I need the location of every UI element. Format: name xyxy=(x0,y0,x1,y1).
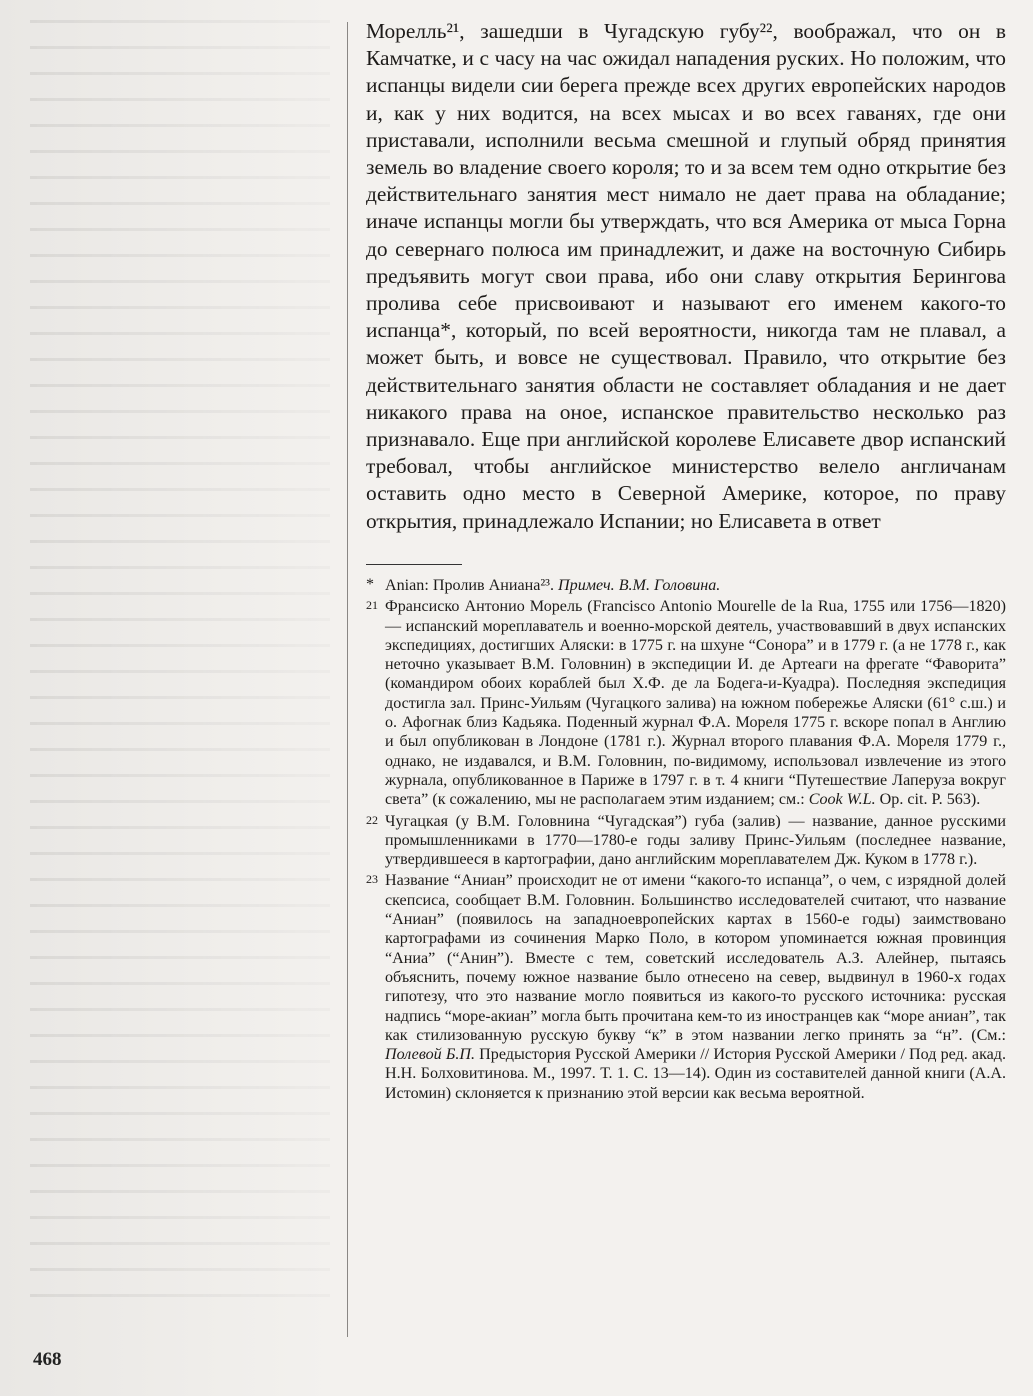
footnote-21 xyxy=(366,597,1006,809)
footnote-mark: 23 xyxy=(366,872,378,887)
facing-page-bleed xyxy=(30,20,330,1320)
footnote-tail: Op. cit. P. 563). xyxy=(875,791,981,809)
footnote-mark: * xyxy=(366,576,374,593)
footnote-text: Название “Аниан” происходит не от имени “какого-то испанца”, о чем, с изрядной долей скепсиса, сообщает В.М. Головнин. Большинство исследователей считают, что название “Аниан” (появилось на западноевропейских картах в 1560-е годы) заимствовано картографами из сочинения Марко Поло, в котором упоминается южная провинция “Аниа” (“Анин”). Вместе с тем, советский исследователь А.З. Алейнер, пытаясь объяснить, почему южное название было отнесено на север, выдвинул в 1960-х годах гипотезу, что это название могло появиться из какого-то русского источника: русская надпись “море-акиан” могла быть прочитана кем-то из иностранцев как “море аниан”, так как стилизованную русскую букву “к” в этом названии легко принять за “н”. (См.: xyxy=(385,872,1006,1044)
footnote-23 xyxy=(366,871,1006,1103)
footnote-italic: Cook W.L. xyxy=(808,791,876,809)
page-number: 468 xyxy=(33,1349,62,1370)
footnote-separator xyxy=(366,564,462,565)
footnote-tail: Предыстория Русской Америки // История Русской Америки / Под ред. акад. Н.Н. Болховитинова. М., 1997. Т. 1. С. 13—14). Один из составителей данной книги (А.А. Истомин) склоняется к признанию этой версии как весьма вероятной. xyxy=(385,1046,1007,1102)
footnote-italic: Полевой Б.П. xyxy=(385,1046,476,1064)
footnote-text: Чугацкая (у В.М. Головнина “Чугадская”) губа (залив) — название, данное русскими промышленниками в 1770—1780-е годы заливу Принс-Уильям (последнее название, утвердившееся в картографии, дано английским мореплавателем Дж. Куком в 1778 г.). xyxy=(385,812,1006,869)
footnote-italic: Примеч. В.М. Головина. xyxy=(558,577,721,594)
footnote-text: Anian: Пролив Аниана²³. xyxy=(385,577,559,594)
main-text-block xyxy=(366,18,1006,535)
footnote-mark: 22 xyxy=(366,812,378,827)
footnotes-block xyxy=(366,576,1006,1105)
column-rule xyxy=(347,22,348,1337)
footnote-mark: 21 xyxy=(366,598,378,613)
footnote-text: Франсиско Антонио Морель (Francisco Antonio Mourelle de la Rua, 1755 или 1756—1820) — испанский мореплаватель и военно-морской деятель, участвовавший в двух испанских экспедициях, достигших Аляски: в 1775 г. на шхуне “Сонора” и в 1779 г. (а не 1778 г., как неточно указывает В.М. Головнин) в экспедиции И. де Артеаги на фрегате “Фаворита” (командиром обоих кораблей был Х.Ф. де ла Бодега-и-Куадра). Последняя экспедиция достигла зал. Принс-Уильям (Чугацкого залива) на южном побережье Аляски (61° с.ш.) и о. Афогнак близ Кадьяка. Поденный журнал Ф.А. Мореля 1775 г. вскоре попал в Англию и был опубликован в Лондоне (1781 г.). Журнал второго плавания Ф.А. Мореля 1779 г., однако, не издавался, и В.М. Головнин, по-видимому, использовал извлечение из этого журнала, опубликованное в Париже в 1797 г. в т. 4 книги “Путешествие Лаперуза вокруг света” (к сожалению, мы не располагаем этим изданием; см.: xyxy=(385,598,1006,809)
main-paragraph: Морелль²¹, зашедши в Чугадскую губу²², воображал, что он в Камчатке, и с часу на час ожидал нападения руских. Но положим, что испанцы видели сии берега прежде всех других европейских народов и, как у них водится, на всех мысах и во всех гаванях, где они приставали, исполнили весьма смешной и глупый обряд принятия земель во владение своего короля; то и за всем тем одно открытие без действительнаго занятия мест нимало не дает права на обладание; иначе испанцы могли бы утверждать, что вся Америка от мыса Горна до севернаго полюса им принадлежит, и даже на восточную Сибирь предъявить могут свои права, ибо они славу открытия Берингова пролива себе присвоивают и называют его именем какого-то испанца*, который, по всей вероятности, никогда там не плавал, а может быть, и вовсе не существовал. Правило, что открытие без действительнаго занятия области не составляет обладания и не дает никакого права на оное, испанское правительство несколько раз признавало. Еще при английской королеве Елисавете двор испанский требовал, чтобы английское министерство велело англичанам оставить одно место в Северной Америке, которое, по праву открытия, принадлежало Испании; но Елисавета в ответ xyxy=(366,19,1006,533)
footnote-star xyxy=(366,576,1006,595)
footnote-22 xyxy=(366,812,1006,870)
